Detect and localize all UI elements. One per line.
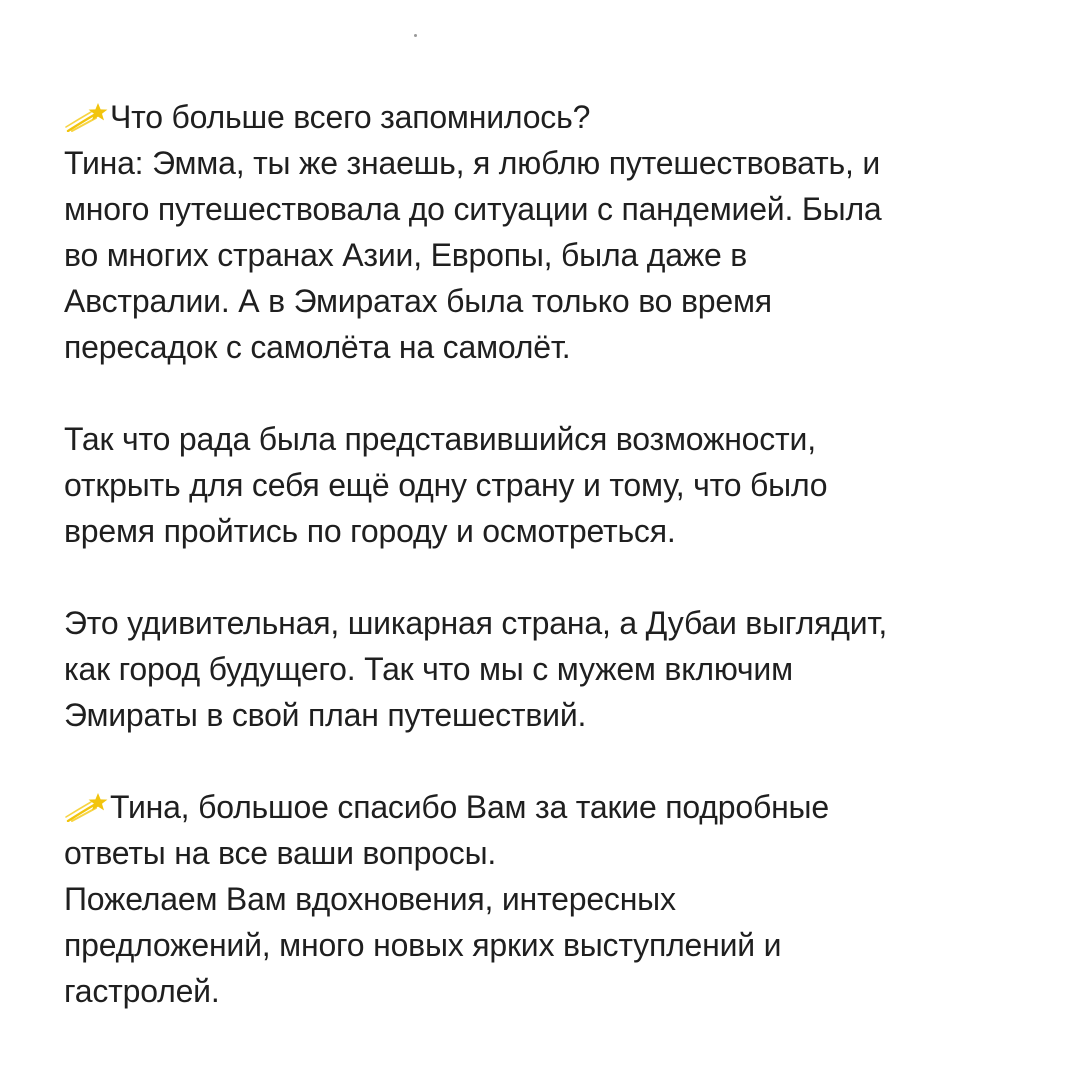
paragraph-3-line: Эмираты в свой план путешествий. [64, 697, 587, 733]
paragraph-2-line: Так что рада была представившийся возможности, [64, 421, 816, 457]
thanks-line [64, 784, 1064, 830]
message-text [64, 94, 1064, 1014]
paragraph-spacer [64, 554, 1064, 600]
paragraph-2-line: время пройтись по городу и осмотреться. [64, 513, 676, 549]
shooting-star-icon [64, 102, 110, 132]
paragraph-4-line: Пожелаем Вам вдохновения, интересных [64, 881, 676, 917]
paragraph-1-line: Тина: Эмма, ты же знаешь, я люблю путешествовать, и [64, 145, 881, 181]
paragraph-spacer [64, 738, 1064, 784]
paragraph-1-line: много путешествовала до ситуации с пандемией. Была [64, 191, 882, 227]
top-dot [414, 34, 417, 37]
paragraph-3-line: Это удивительная, шикарная страна, а Дубаи выглядит, [64, 605, 888, 641]
paragraph-4-line: гастролей. [64, 973, 220, 1009]
paragraph-spacer [64, 370, 1064, 416]
paragraph-4-line: предложений, много новых ярких выступлений и [64, 927, 782, 963]
paragraph-1-line: пересадок с самолёта на самолёт. [64, 329, 571, 365]
paragraph-1-line: во многих странах Азии, Европы, была даже в [64, 237, 748, 273]
paragraph-1-line: Австралии. А в Эмиратах была только во время [64, 283, 772, 319]
question-line [64, 94, 1064, 140]
paragraph-4-line: ответы на все ваши вопросы. [64, 835, 497, 871]
thanks-heading: Тина, большое спасибо Вам за такие подробные [110, 789, 829, 825]
shooting-star-icon [64, 792, 110, 822]
question-heading: Что больше всего запомнилось? [110, 99, 591, 135]
paragraph-3-line: как город будущего. Так что мы с мужем включим [64, 651, 793, 687]
paragraph-2-line: открыть для себя ещё одну страну и тому, что было [64, 467, 828, 503]
